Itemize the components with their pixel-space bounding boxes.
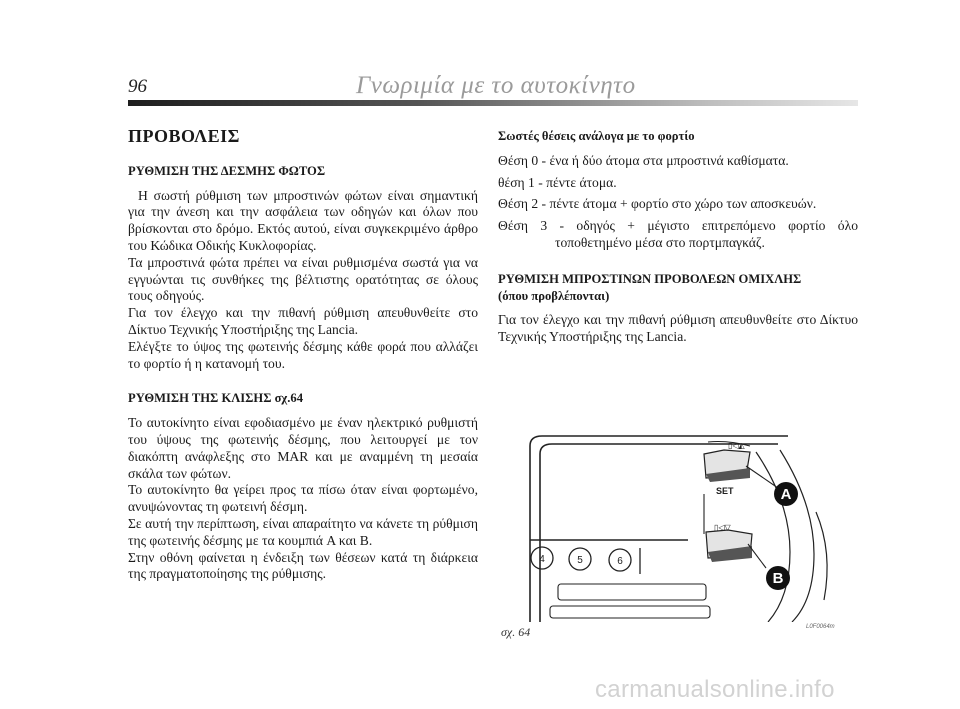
svg-text:B: B: [772, 570, 784, 587]
running-title: Γνωριμία με το αυτοκίνητο: [356, 72, 636, 99]
paragraph: Το αυτοκίνητο θα γείρει προς τα πίσω όταν είναι φορτωμένο, ανυψώνοντας τη φωτεινή δέσμη.: [128, 482, 478, 515]
figure-code: L0F0064m: [806, 624, 835, 630]
position-item: Θέση 2 - πέντε άτομα + φορτίο στο χώρο των αποσκευών.: [498, 196, 817, 212]
button-b-assembly: [706, 523, 752, 562]
figure-caption: σχ. 64: [501, 625, 531, 639]
paragraph: Στην οθόνη φαίνεται η ένδειξη των θέσεων κατά τη διάρκεια της πραγματοποίησης της ρύθμισης.: [128, 549, 478, 582]
paragraph: Τα μπροστινά φώτα πρέπει να είναι ρυθμισμένα σωστά για να εγγυώνται τις συνθήκες της βέλτιστης ορατότητας σε όλους τους οδηγούς.: [128, 254, 478, 304]
button-label-5: 5: [577, 555, 583, 566]
position-item: θέση 1 - πέντε άτομα.: [498, 174, 617, 190]
left-column: [128, 128, 478, 583]
position-item: Θέση 0 - ένα ή δύο άτομα στα μπροστινά καθίσματα.: [498, 152, 789, 168]
fog-heading: ΡΥΘΜΙΣΗ ΜΠΡΟΣΤΙΝΩΝ ΠΡΟΒΟΛΕΩΝ ΟΜΙΧΛΗΣ: [498, 271, 802, 286]
svg-text:A: A: [780, 486, 792, 503]
right-column: [498, 128, 858, 346]
dashboard-figure: [528, 432, 836, 622]
button-label-6: 6: [617, 556, 623, 567]
paragraph: Το αυτοκίνητο είναι εφοδιασμένο με έναν ηλεκτρικό ρυθμιστή του ύψους της φωτεινής δέσμης, που λειτουργεί με τον διακόπτη ανάφλεξης στο MAR και με αναμμένη τη μεσαία σκάλα των φώτων.: [128, 415, 478, 481]
callout-b: [766, 566, 790, 590]
fog-heading-note: (όπου προβλέπονται): [498, 288, 610, 303]
watermark: carmanualsonline.info: [595, 676, 835, 703]
beam-up-icon: ▯◁◭: [728, 441, 745, 450]
position-item: Θέση 3 - οδηγός + μέγιστο επιτρεπόμενο φορτίο όλο τοποθετημένο μέσα στο πορτμπαγκάζ.: [498, 218, 858, 250]
positions-heading: Σωστές θέσεις ανάλογα με το φορτίο: [498, 129, 695, 143]
page-number: 96: [128, 76, 147, 97]
button-label-4: 4: [539, 554, 545, 565]
paragraph: Για τον έλεγχο και την πιθανή ρύθμιση απευθυνθείτε στο Δίκτυο Τεχνικής Υποστήριξης της Lancia.: [128, 305, 478, 337]
paragraph: Η σωστή ρύθμιση των μπροστινών φώτων είναι σημαντική για την άνεση και την ασφάλεια των οδηγών και όλων που βρίσκονται στο δρόμο. Εκτός αυτού, είναι συγκεκριμένο άρθρο του Κώδικα Οδικής Κυκλοφορίας.: [128, 187, 478, 253]
callout-a: [774, 482, 798, 506]
page-title: ΠΡΟΒΟΛΕΙΣ: [128, 126, 240, 146]
section-heading-beam: ΡΥΘΜΙΣΗ ΤΗΣ ΔΕΣΜΗΣ ΦΩΤΟΣ: [128, 163, 326, 178]
paragraph: Ελέγξτε το ύψος της φωτεινής δέσμης κάθε φορά που αλλάζει το φορτίο ή η κατανομή του.: [128, 338, 478, 371]
button-a-assembly: [704, 441, 750, 496]
header-rule: [128, 100, 858, 106]
paragraph: Σε αυτή την περίπτωση, είναι απαραίτητο να κάνετε τη ρύθμιση της φωτεινής δέσμης με τα κουμπιά A και B.: [128, 515, 478, 548]
paragraph: Για τον έλεγχο και την πιθανή ρύθμιση απευθυνθείτε στο Δίκτυο Τεχνικής Υποστήριξης της Lancia.: [498, 312, 858, 345]
set-label: SET: [716, 486, 734, 496]
section-heading-tilt: ΡΥΘΜΙΣΗ ΤΗΣ ΚΛΙΣΗΣ σχ.64: [128, 391, 303, 406]
beam-down-icon: ▯◁▽: [714, 523, 731, 532]
